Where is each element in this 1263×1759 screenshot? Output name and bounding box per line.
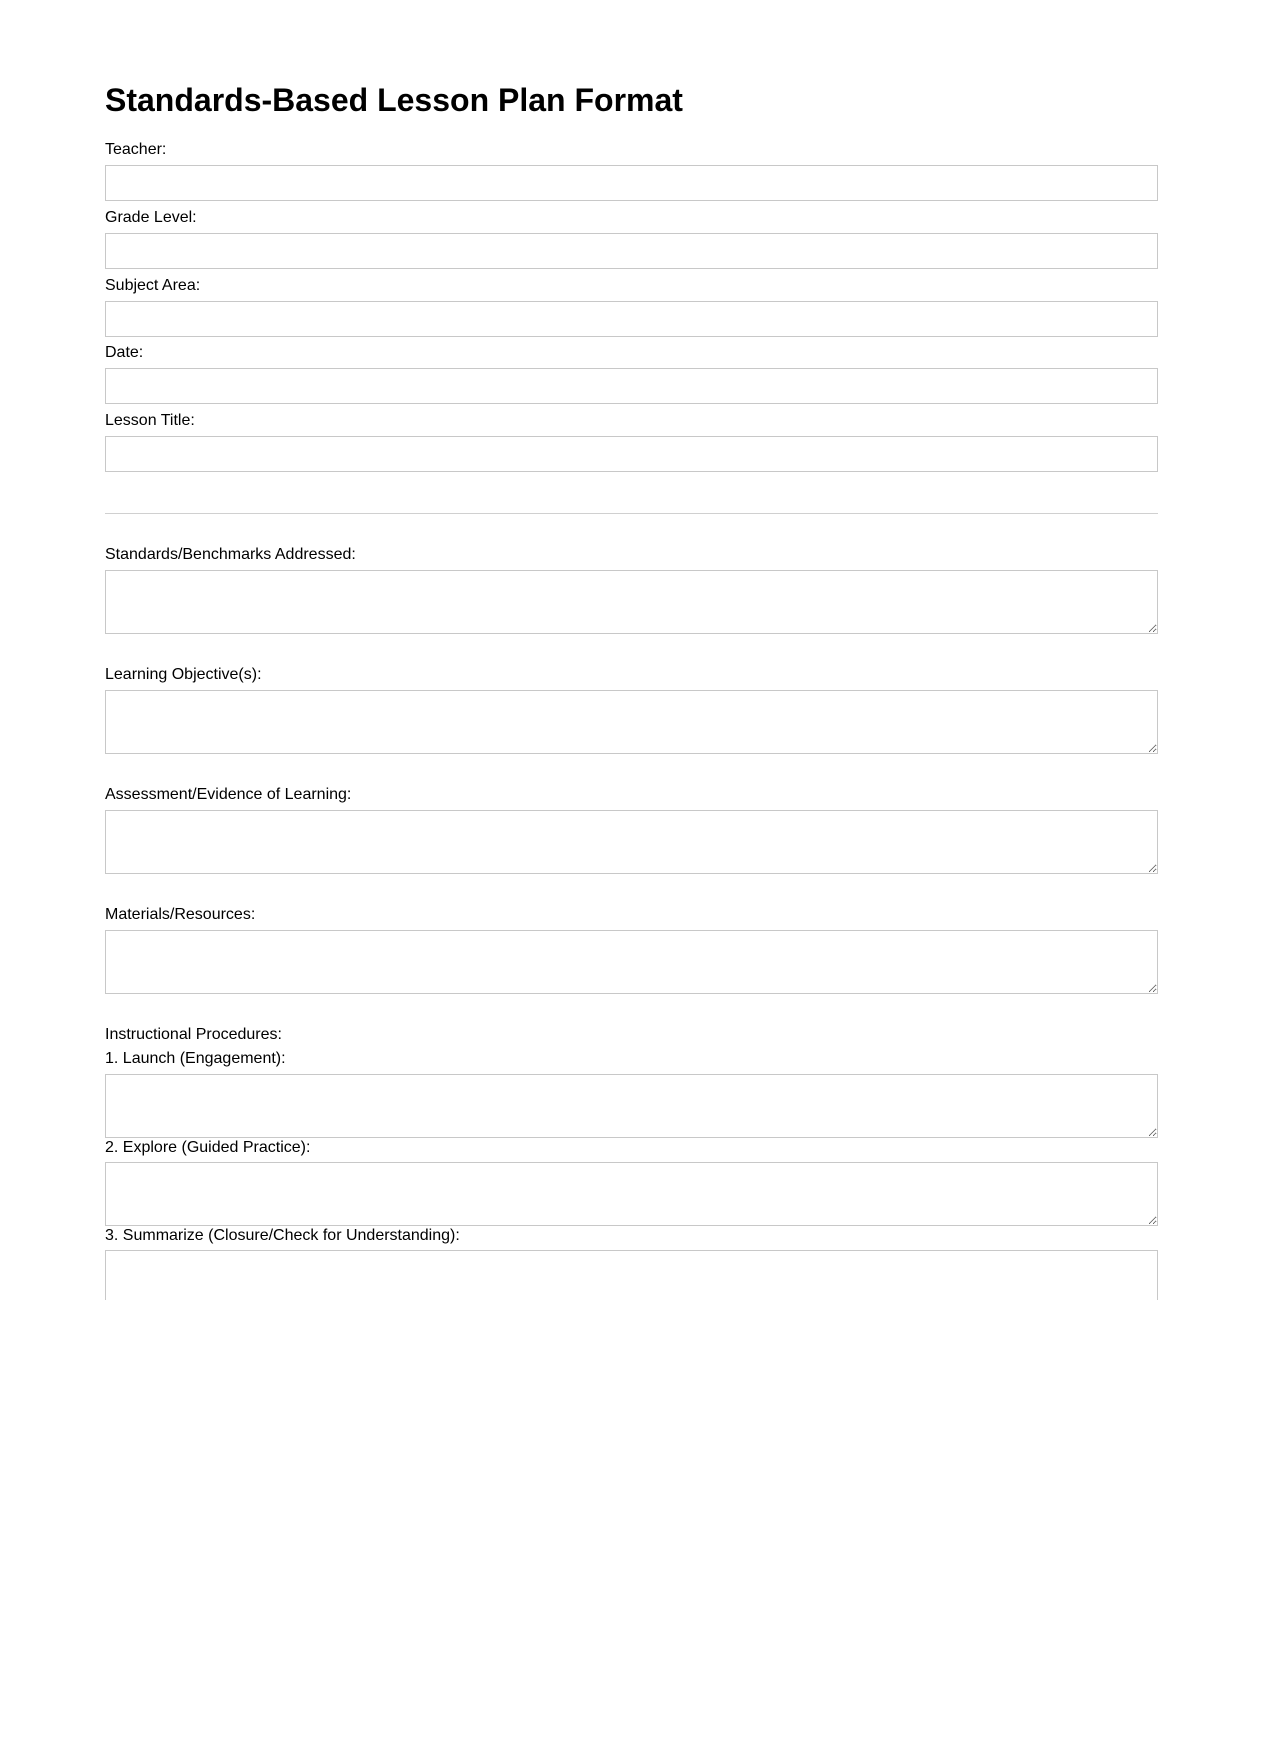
subject-area-label: Subject Area: [105,277,201,294]
materials-textarea[interactable] [105,930,1158,994]
learning-objectives-label: Learning Objective(s): [105,666,262,683]
materials-label: Materials/Resources: [105,906,256,923]
summarize-label: 3. Summarize (Closure/Check for Understanding): [105,1227,460,1244]
teacher-input[interactable] [105,165,1158,201]
explore-textarea[interactable] [105,1162,1158,1226]
standards-label: Standards/Benchmarks Addressed: [105,546,356,563]
page-title: Standards-Based Lesson Plan Format [105,82,683,118]
date-input[interactable] [105,368,1158,404]
launch-textarea[interactable] [105,1074,1158,1138]
launch-label: 1. Launch (Engagement): [105,1050,286,1067]
lesson-plan-form [105,0,1158,1300]
assessment-label: Assessment/Evidence of Learning: [105,786,352,803]
date-label: Date: [105,344,144,361]
subject-area-input[interactable] [105,301,1158,337]
standards-textarea[interactable] [105,570,1158,634]
instructional-procedures-heading: Instructional Procedures: [105,1026,282,1043]
summarize-textarea[interactable] [105,1250,1158,1300]
explore-label: 2. Explore (Guided Practice): [105,1139,311,1156]
lesson-title-input[interactable] [105,436,1158,472]
assessment-textarea[interactable] [105,810,1158,874]
grade-level-input[interactable] [105,233,1158,269]
lesson-title-label: Lesson Title: [105,412,195,429]
section-divider [105,513,1158,514]
teacher-label: Teacher: [105,141,167,158]
learning-objectives-textarea[interactable] [105,690,1158,754]
grade-level-label: Grade Level: [105,209,197,226]
